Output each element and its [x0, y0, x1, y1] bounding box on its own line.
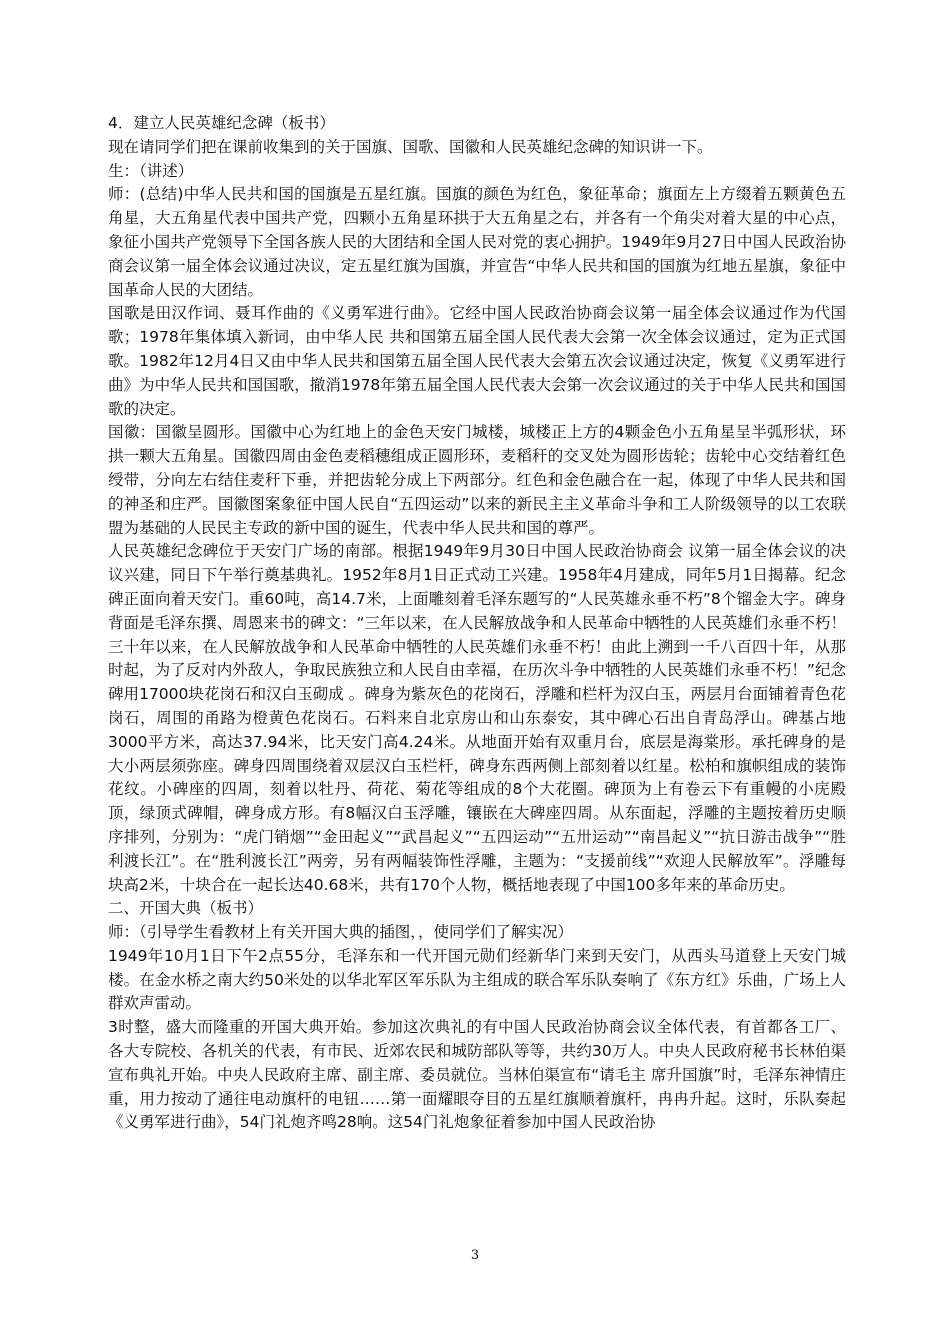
paragraph-ceremony-arrival: 1949年10月1日下午2点55分，毛泽东和一代开国元勋们经新华门来到天安门，从西头马道登上天安门城楼。在金水桥之南大约50米处的以华北军区军乐队为主组成的联合军乐队奏响了《东方红》乐曲，广场上人群欢声雷动。 — [108, 946, 846, 1013]
paragraph-national-emblem: 国徽：国徽呈圆形。国徽中心为红地上的金色天安门城楼，城楼正上方的4颗金色小五角星呈半弧形状，环拱一颗大五角星。国徽四周由金色麦稻穗组成正圆形环，麦稻秆的交叉处为圆形齿轮；齿轮中心交结着红色绶带，分向左右结住麦秆下垂，并把齿轮分成上下两部分。红色和金色融合在一起，体现了中华人民共和国的神圣和庄严。国徽图案象征中国人民自“五四运动”以来的新民主主义革命斗争和工人阶级领导的以工农联盟为基础的人民民主专政的新中国的诞生，代表中华人民共和国的尊严。 — [108, 423, 846, 537]
document-body — [108, 112, 846, 1135]
teacher-guidance: 师：（引导学生看教材上有关开国大典的插图，，使同学们了解实况） — [108, 923, 574, 942]
paragraph-ceremony-start: 3时整，盛大而隆重的开国大典开始。参加这次典礼的有中国人民政治协商会议全体代表，有首都各工厂、各大专院校、各机关的代表，有市民、近郊农民和城防部队等等，共约30万人。中央人民政府秘书长林伯渠宣布典礼开始。中央人民政府主席、副主席、委员就位。当林伯渠宣布“请毛主 席升国旗”时，毛泽东神情庄重，用力按动了通往电动旗杆的电钮……第一面耀眼夺目的五星红旗顺着旗杆，冉冉升起。这时，乐队奏起《义勇军进行曲》，54门礼炮齐鸣28响。这54门礼炮象征着参加中国人民政治协 — [108, 1018, 846, 1132]
teacher-prompt: 现在请同学们把在课前收集到的关于国旗、国歌、国徽和人民英雄纪念碑的知识讲一下。 — [108, 137, 713, 156]
section-heading-monument: 4．建立人民英雄纪念碑（板书） — [108, 114, 335, 132]
page-number: 3 — [470, 1248, 480, 1263]
paragraph-monument: 人民英雄纪念碑位于天安门广场的南部。根据1949年9月30日中国人民政治协商会 议第一届全体会议的决议兴建，同日下午举行奠基典礼。1952年8月1日正式动工兴建。1958年4月建成，同年5月1日揭幕。纪念碑正面向着天安门。重60吨，高14.7米，上面雕刻着毛泽东题写的“人民英雄永垂不朽”8个镏金大字。碑身背面是毛泽东撰、周恩来书的碑文：“三年以来，在人民解放战争和人民革命中牺牲的人民英雄们永垂不朽！三十年以来，在人民解放战争和人民革命中牺牲的人民英雄们永垂不朽！由此上溯到一千八百四十年，从那时起，为了反对内外敌人，争取民族独立和人民自由幸福，在历次斗争中牺牲的人民英雄们永垂不朽！”纪念碑用17000块花岗石和汉白玉砌成 。碑身为紫灰色的花岗石，浮雕和栏杆为汉白玉，两层月台面铺着青色花岗石，周围的甬路为橙黄色花岗石。石料来自北京房山和山东泰安，其中碑心石出自青岛浮山。碑基占地3000平方米，高达37.94米，比天安门高4.24米。从地面开始有双重月台，底层是海棠形。承托碑身的是大小两层须弥座。碑身四周围绕着双层汉白玉栏杆，碑身东西两侧上部刻着以红星。松柏和旗帜组成的装饰花纹。小碑座的四周，刻着以牡丹、荷花、菊花等组成的8个大花圈。碑顶为上有卷云下有重幔的小庑殿顶，绿顶式碑帽，碑身成方形。有8幅汉白玉浮雕，镶嵌在大碑座四周。从东面起，浮雕的主题按着历史顺序排列，分别为：“虎门销烟”“金田起义”“武昌起义”“五四运动”“五卅运动”“南昌起义”“抗日游击战争”“胜利渡长江”。在“胜利渡长江”两旁，另有两幅装饰性浮雕，主题为：“支援前线”“欢迎人民解放军”。浮雕每块高2米，十块合在一起长达40.68米，共有170个人物，概括地表现了中国100多年来的革命历史。 — [108, 542, 846, 894]
student-response: 生：（讲述） — [108, 161, 194, 180]
section-heading-founding-ceremony: 二、开国大典（板书） — [108, 899, 264, 918]
paragraph-national-flag: 师：(总结)中华人民共和国的国旗是五星红旗。国旗的颜色为红色，象征革命；旗面左上方缀着五颗黄色五角星，大五角星代表中国共产党，四颗小五角星环拱于大五角星之右，并各有一个角尖对着大星的中心点，象征小国共产党领导下全国各族人民的大团结和全国人民对党的衷心拥护。1949年9月27日中国人民政治协商会议第一届全体会议通过决议，定五星红旗为国旗，并宣告“中华人民共和国的国旗为红地五星旗，象征中国革命人民的大团结。 — [108, 185, 846, 299]
paragraph-national-anthem: 国歌是田汉作词、聂耳作曲的《义勇军进行曲》。它经中国人民政治协商会议第一届全体会议通过作为代国歌；1978年集体填入新词，由中华人民 共和国第五届全国人民代表大会第一次全体会议通过，定为正式国歌。1982年12月4日又由中华人民共和国第五届全国人民代表大会第五次会议通过决定，恢复《义勇军进行曲》为中华人民共和国国歌，撤消1978年第五届全国人民代表大会第一次会议通过的关于中华人民共和国国歌的决定。 — [108, 304, 846, 418]
